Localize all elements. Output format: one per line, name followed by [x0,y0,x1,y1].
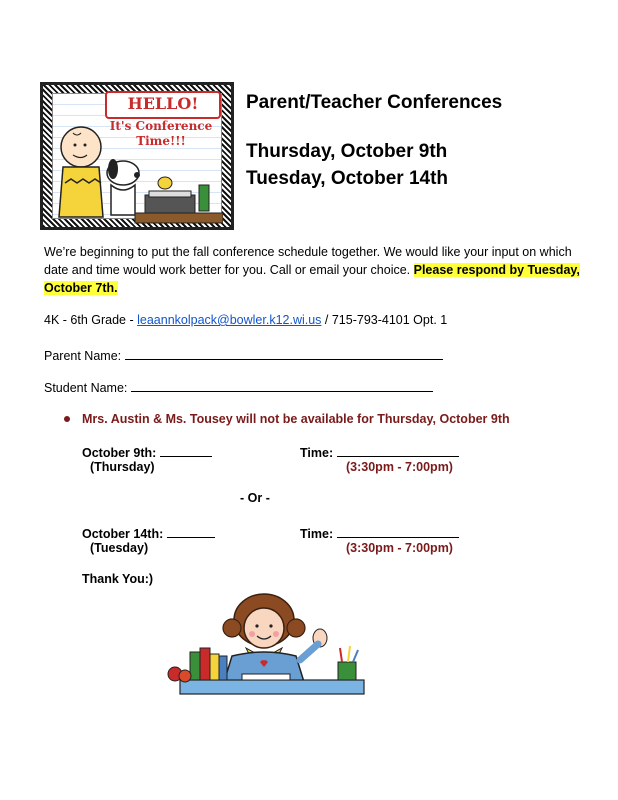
teacher-at-desk-icon [160,590,370,700]
grade-range: 4K - 6th Grade - [44,313,138,327]
hello-conference-clipart [40,82,234,230]
student-name-field[interactable] [131,378,433,392]
date-line-tuesday: Tuesday, October 14th [246,168,449,189]
october-9-time-row [300,443,459,460]
parent-name-field[interactable] [125,346,443,360]
october-14-time-label: Time: [300,527,337,541]
parent-name-label: Parent Name: [44,349,125,363]
october-14-time-row [300,524,459,541]
october-14-label: October 14th: [82,527,167,541]
availability-notice [64,412,510,426]
october-9-row [82,443,212,460]
october-9-time-label: Time: [300,446,337,460]
student-name-label: Student Name: [44,381,131,395]
october-14-row [82,524,215,541]
page-title: Parent/Teacher Conferences [246,92,503,113]
or-separator: - Or - [240,491,270,505]
parent-name-row [44,346,443,363]
email-link[interactable]: leaannkolpack@bowler.k12.wi.us [137,313,322,327]
student-name-row [44,378,433,395]
october-14-choice-field[interactable] [167,524,215,538]
october-9-label: October 9th: [82,446,160,460]
october-9-time-range: (3:30pm - 7:00pm) [346,460,453,474]
october-14-day: (Tuesday) [90,541,149,555]
phone-number: / 715-793-4101 Opt. 1 [321,313,448,327]
october-9-choice-field[interactable] [160,443,212,457]
charlie-brown-snoopy-icon [53,125,223,225]
availability-notice-text: Mrs. Austin & Ms. Tousey will not be available for Thursday, October 9th [82,412,510,426]
intro-text: We’re beginning to put the fall conference schedule together. We would like your input on which date and time would work better for you. Call or email your choice. [44,245,572,277]
clipart-subtext-line-2: Time!!! [136,134,186,148]
october-14-time-range: (3:30pm - 7:00pm) [346,541,453,555]
bullet-icon [64,416,70,422]
intro-paragraph [44,243,584,297]
date-line-thursday: Thursday, October 9th [246,141,448,162]
respond-deadline-highlight: Please respond by Tuesday, October 7th. [44,263,580,295]
october-9-day: (Thursday) [90,460,155,474]
october-14-time-field[interactable] [337,524,459,538]
clipart-subtext-line-1: It's Conference [109,119,213,133]
contact-line [44,313,447,327]
closing-thank-you: Thank You:) [82,572,154,586]
clipart-hello-text: HELLO! [105,91,221,119]
october-9-time-field[interactable] [337,443,459,457]
